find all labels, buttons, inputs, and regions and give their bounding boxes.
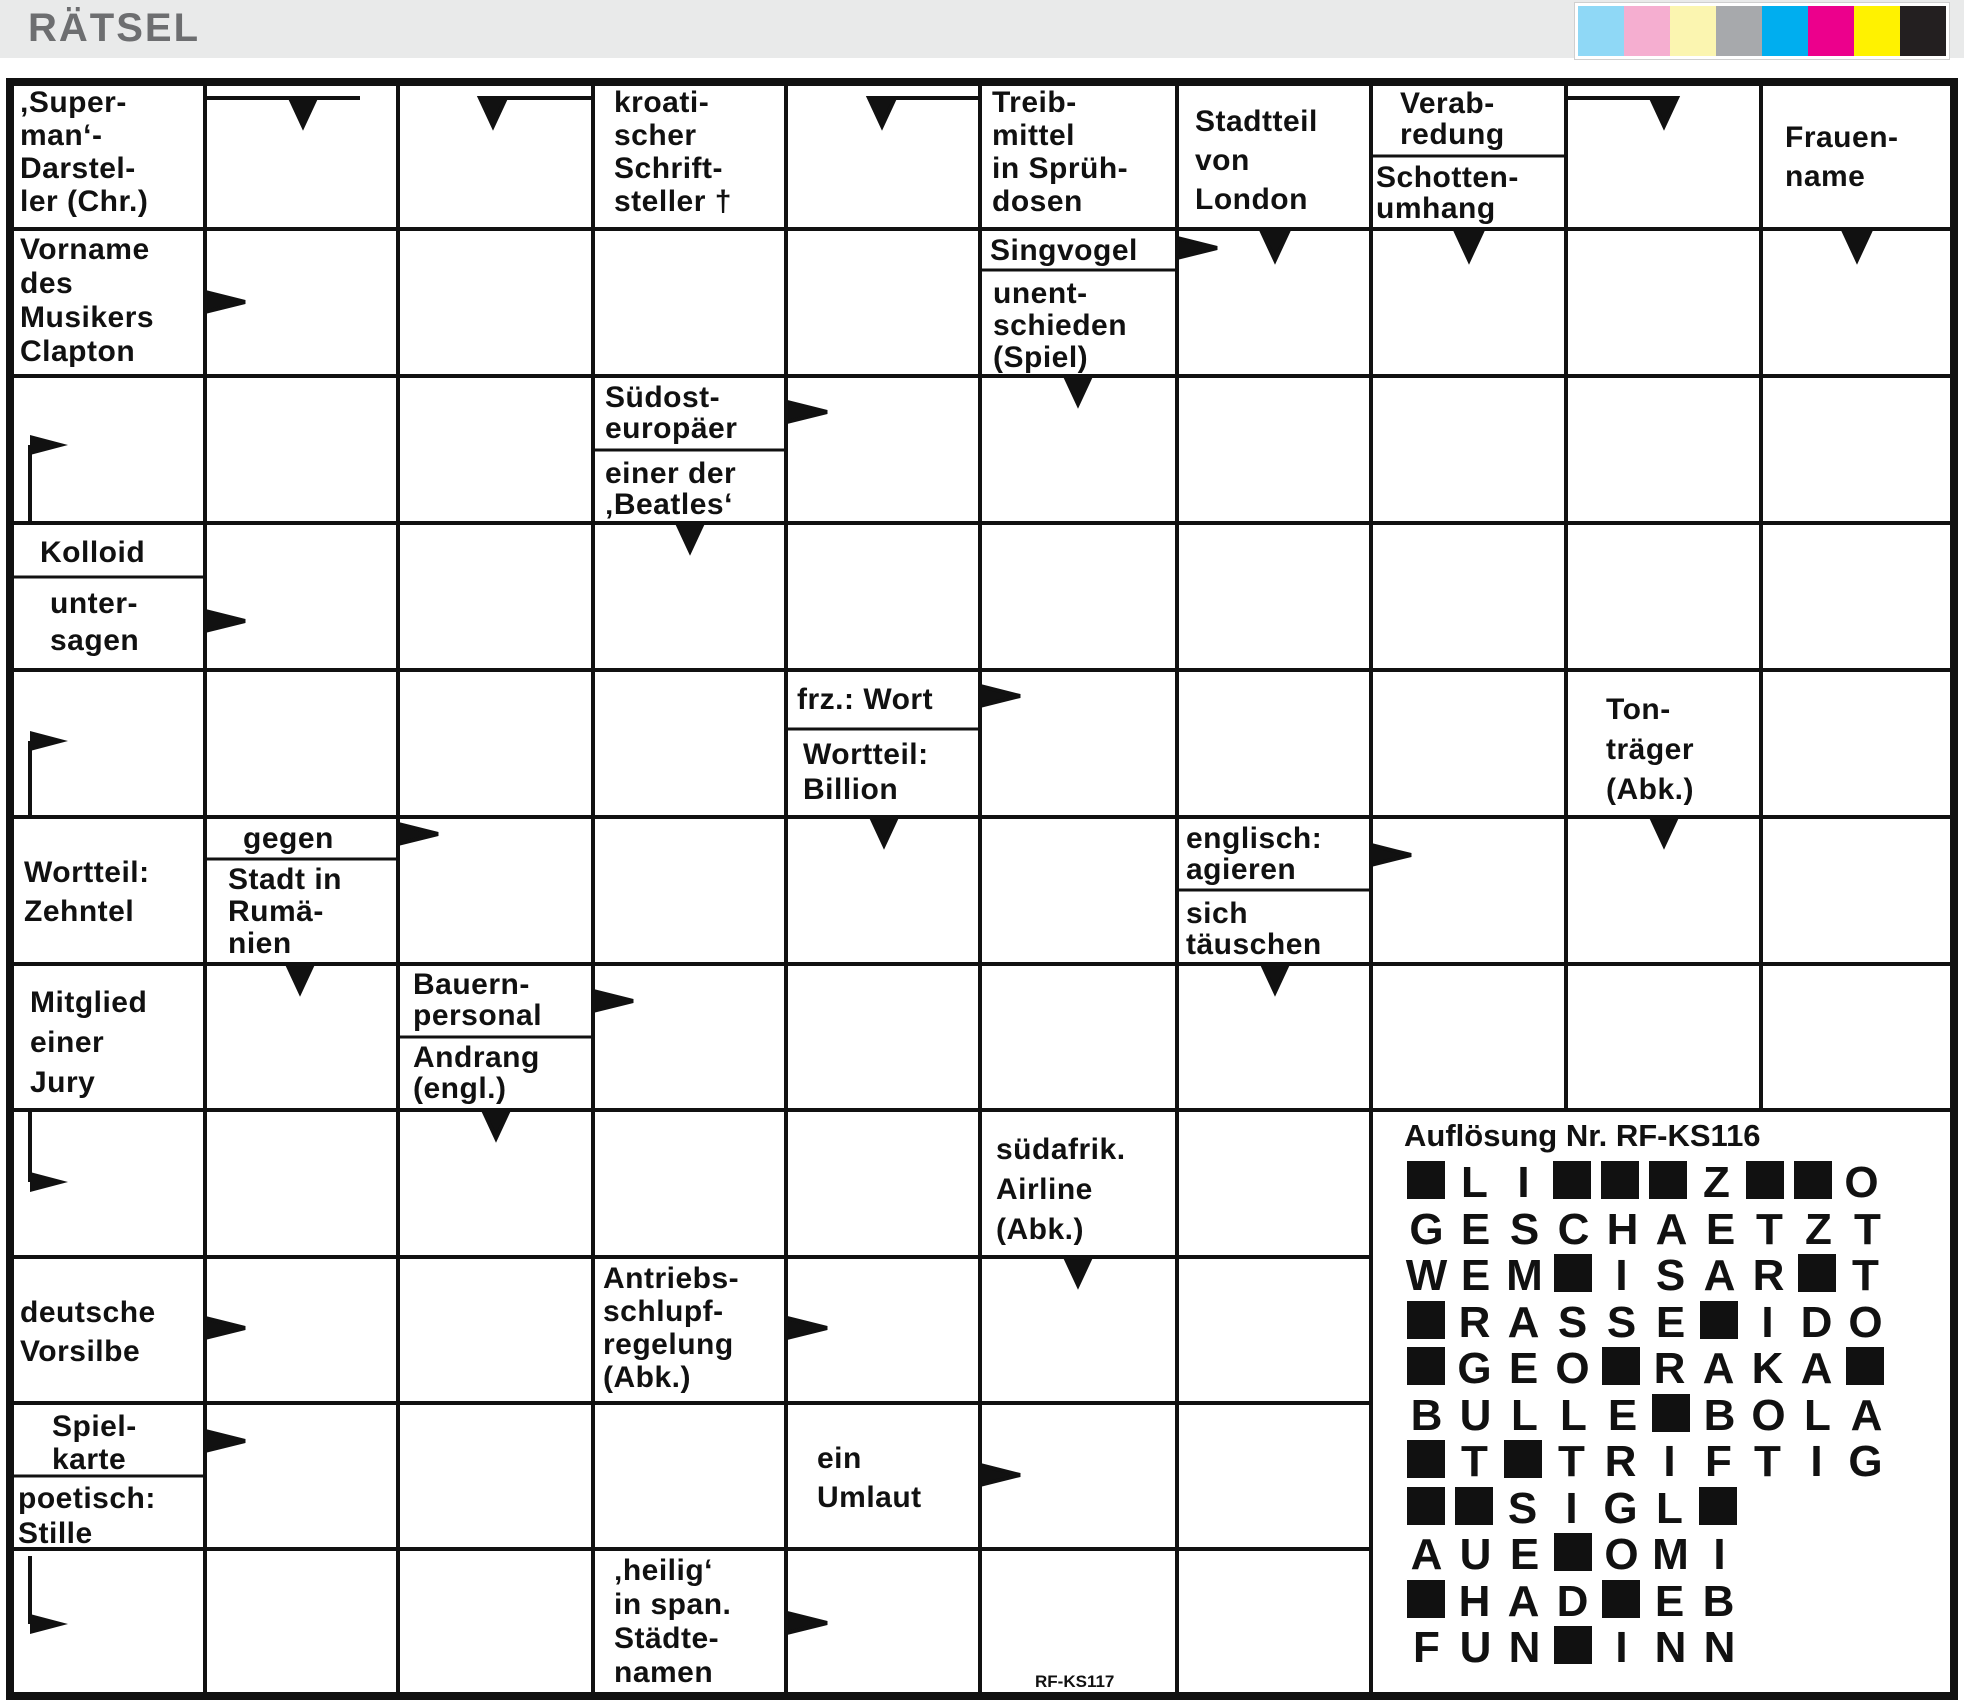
solution-letter: E xyxy=(1607,1390,1638,1440)
answer-cell[interactable] xyxy=(401,526,590,667)
solution-row xyxy=(1402,1439,1890,1485)
solution-block xyxy=(1455,1487,1493,1525)
clue-holy-spanish: ‚heilig‘ in span. Städte- namen xyxy=(614,1554,732,1689)
solution-letter: T xyxy=(1558,1437,1585,1486)
answer-cell[interactable] xyxy=(789,526,977,667)
answer-cell[interactable] xyxy=(208,673,395,814)
clue-beatle: einer der ‚Beatles‘ xyxy=(605,457,737,521)
answer-cell[interactable] xyxy=(208,232,395,373)
clue-playing-card: Spiel- karte xyxy=(52,1410,137,1476)
answer-cell[interactable] xyxy=(789,1552,977,1693)
answer-cell[interactable] xyxy=(401,379,590,520)
solution-letter: L xyxy=(1560,1390,1587,1440)
solution-letter: S xyxy=(1509,1204,1540,1254)
solution-block xyxy=(1601,1161,1639,1199)
solution-block xyxy=(1407,1347,1445,1385)
solution-block xyxy=(1407,1580,1445,1618)
solution-letter: F xyxy=(1705,1437,1732,1486)
clue-prefix-billion: Wortteil: Billion xyxy=(803,738,929,806)
answer-cell[interactable] xyxy=(789,232,977,373)
solution-letter: C xyxy=(1557,1204,1590,1254)
puzzle-code: RF-KS117 xyxy=(1035,1672,1115,1691)
solution-letter: Z xyxy=(1805,1204,1832,1254)
answer-cell[interactable] xyxy=(596,526,783,667)
solution-block xyxy=(1794,1161,1832,1199)
solution-letter: A xyxy=(1703,1251,1736,1300)
solution-letter: Z xyxy=(1703,1158,1730,1207)
solution-letter: E xyxy=(1705,1204,1736,1254)
solution-letter: K xyxy=(1751,1344,1784,1393)
clue-croatian-writer: kroati- scher Schrift- steller † xyxy=(614,86,732,218)
clue-english-act: englisch: agieren xyxy=(1186,822,1323,886)
answer-cell[interactable] xyxy=(208,1552,395,1693)
solution-letter: O xyxy=(1555,1344,1590,1393)
answer-cell[interactable] xyxy=(1374,967,1563,1107)
answer-cell[interactable] xyxy=(1569,85,1758,226)
solution-letter: I xyxy=(1517,1158,1530,1207)
solution-block xyxy=(1407,1440,1445,1478)
solution-letter: E xyxy=(1509,1530,1540,1579)
solution-row xyxy=(1402,1346,1889,1392)
solution-row xyxy=(1402,1390,1891,1440)
answer-cell[interactable] xyxy=(401,1552,590,1693)
answer-cell[interactable] xyxy=(1180,1406,1368,1546)
answer-cell[interactable] xyxy=(1180,1552,1368,1693)
solution-letter: I xyxy=(1615,1251,1628,1300)
solution-block xyxy=(1649,1161,1687,1199)
answer-cell[interactable] xyxy=(13,1113,202,1254)
solution-letter: D xyxy=(1556,1576,1589,1626)
clue-german-prefix: deutsche Vorsilbe xyxy=(20,1296,156,1368)
solution-letter: G xyxy=(1409,1204,1444,1254)
solution-row xyxy=(1402,1483,1742,1533)
solution-letter: I xyxy=(1761,1297,1774,1347)
answer-cell[interactable] xyxy=(1569,967,1758,1107)
answer-cell[interactable] xyxy=(596,967,783,1107)
solution-letter: O xyxy=(1604,1530,1639,1579)
answer-cell[interactable] xyxy=(1569,526,1758,667)
clue-be-mistaken: sich täuschen xyxy=(1186,897,1322,961)
answer-cell[interactable] xyxy=(1764,232,1951,373)
answer-cell[interactable] xyxy=(401,1260,590,1400)
solution-block xyxy=(1700,1301,1738,1339)
clue-farm-staff: Bauern- personal xyxy=(413,968,543,1032)
solution-letter: A xyxy=(1850,1390,1883,1440)
answer-cell[interactable] xyxy=(1764,379,1951,520)
clue-superman-actor: ,Super- man‘- Darstel- ler (Chr.) xyxy=(20,86,149,218)
solution-letter: T xyxy=(1852,1251,1879,1300)
solution-letter: G xyxy=(1848,1437,1883,1486)
answer-cell[interactable] xyxy=(401,820,590,961)
answer-cell[interactable] xyxy=(983,526,1174,667)
answer-cell[interactable] xyxy=(208,85,395,226)
solution-letter: O xyxy=(1844,1158,1879,1207)
answer-cell[interactable] xyxy=(401,232,590,373)
answer-cell[interactable] xyxy=(596,1406,783,1546)
answer-cell[interactable] xyxy=(1569,820,1758,961)
clue-jury-member: Mitglied einer Jury xyxy=(30,986,148,1099)
answer-cell[interactable] xyxy=(1374,379,1563,520)
solution-letter: L xyxy=(1511,1390,1538,1440)
solution-letter: O xyxy=(1751,1390,1786,1440)
answer-cell[interactable] xyxy=(208,1406,395,1546)
solution-row xyxy=(1402,1625,1744,1671)
solution-letter: A xyxy=(1800,1344,1833,1393)
solution-letter: T xyxy=(1461,1437,1488,1486)
solution-letter: H xyxy=(1458,1576,1491,1626)
solution-block xyxy=(1407,1301,1445,1339)
solution-letter: I xyxy=(1615,1623,1628,1672)
answer-cell[interactable] xyxy=(1180,379,1368,520)
solution-letter: L xyxy=(1461,1158,1488,1207)
solution-letter: T xyxy=(1754,1437,1781,1486)
solution-letter: D xyxy=(1800,1297,1833,1347)
answer-cell[interactable] xyxy=(1764,673,1951,814)
answer-cell[interactable] xyxy=(1180,1113,1368,1254)
solution-row xyxy=(1402,1576,1743,1626)
answer-cell[interactable] xyxy=(789,379,977,520)
solution-block xyxy=(1554,1626,1592,1664)
clue-prefix-tenth: Wortteil: Zehntel xyxy=(24,856,150,928)
solution-letter: A xyxy=(1655,1204,1688,1254)
solution-block xyxy=(1407,1487,1445,1525)
solution-letter: U xyxy=(1459,1530,1492,1579)
clue-sound-carrier: Ton- träger (Abk.) xyxy=(1606,693,1695,806)
solution-row xyxy=(1402,1204,1892,1254)
solution-letter: A xyxy=(1507,1576,1540,1626)
answer-cell[interactable] xyxy=(789,85,977,226)
answer-cell[interactable] xyxy=(596,673,783,814)
clue-female-name: Frauen- name xyxy=(1785,121,1899,193)
answer-cell[interactable] xyxy=(208,379,395,520)
solution-block xyxy=(1554,1254,1592,1292)
answer-cell[interactable] xyxy=(1180,673,1368,814)
solution-letter: F xyxy=(1413,1623,1440,1672)
answer-cell[interactable] xyxy=(983,673,1174,814)
answer-cell[interactable] xyxy=(983,1260,1174,1400)
clue-poetic-silence: poetisch: Stille xyxy=(18,1482,156,1550)
answer-cell[interactable] xyxy=(1180,526,1368,667)
solution-block xyxy=(1652,1394,1690,1432)
solution-letter: T xyxy=(1854,1204,1881,1254)
answer-cell[interactable] xyxy=(1569,379,1758,520)
solution-letter: R xyxy=(1752,1251,1785,1300)
answer-cell[interactable] xyxy=(789,967,977,1107)
answer-cell[interactable] xyxy=(596,232,783,373)
solution-letter: A xyxy=(1702,1344,1735,1393)
answer-cell[interactable] xyxy=(208,1260,395,1400)
clue-songbird: Singvogel xyxy=(990,234,1138,267)
answer-cell[interactable] xyxy=(13,673,202,814)
solution-letter: I xyxy=(1810,1437,1823,1486)
solution-letter: I xyxy=(1565,1483,1578,1533)
solution-letter: N xyxy=(1508,1623,1541,1672)
solution-letter: B xyxy=(1702,1576,1735,1626)
clue-propellant: Treib- mittel in Sprüh- dosen xyxy=(992,86,1129,218)
solution-letter: S xyxy=(1507,1483,1538,1533)
solution-letter: E xyxy=(1655,1297,1686,1347)
solution-letter: B xyxy=(1703,1390,1736,1440)
clue-southeast-european: Südost- europäer xyxy=(605,381,738,445)
solution-letter: I xyxy=(1713,1530,1726,1579)
answer-cell[interactable] xyxy=(1764,526,1951,667)
answer-cell[interactable] xyxy=(13,379,202,520)
answer-cell[interactable] xyxy=(13,1552,202,1693)
solution-row xyxy=(1402,1297,1890,1347)
solution-block xyxy=(1602,1580,1640,1618)
solution-letter: S xyxy=(1655,1251,1686,1300)
solution-letter: T xyxy=(1756,1204,1783,1254)
solution-letter: U xyxy=(1459,1390,1492,1440)
puzzle-title: RÄTSEL xyxy=(28,6,200,50)
solution-block xyxy=(1602,1347,1640,1385)
solution-letter: B xyxy=(1410,1390,1443,1440)
solution-row xyxy=(1402,1532,1744,1578)
solution-block xyxy=(1746,1161,1784,1199)
answer-cell[interactable] xyxy=(1569,232,1758,373)
solution-block xyxy=(1798,1254,1836,1292)
clue-umlaut: ein Umlaut xyxy=(817,1442,922,1514)
solution-letter: L xyxy=(1804,1390,1831,1440)
solution-letter: S xyxy=(1557,1297,1588,1347)
solution-letter: N xyxy=(1654,1623,1687,1672)
solution-row xyxy=(1402,1253,1890,1299)
answer-cell[interactable] xyxy=(983,967,1174,1107)
solution-letter: I xyxy=(1663,1437,1676,1486)
clue-south-african-airline: südafrik. Airline (Abk.) xyxy=(996,1133,1126,1246)
answer-cell[interactable] xyxy=(789,1260,977,1400)
answer-cell[interactable] xyxy=(208,967,395,1107)
solution-letter: O xyxy=(1848,1297,1883,1347)
answer-cell[interactable] xyxy=(983,820,1174,961)
solution-block xyxy=(1554,1533,1592,1571)
solution-letter: G xyxy=(1603,1483,1638,1533)
solution-letter: H xyxy=(1606,1204,1639,1254)
answer-cell[interactable] xyxy=(208,526,395,667)
solution-letter: N xyxy=(1703,1623,1736,1672)
solution-letter: E xyxy=(1460,1204,1491,1254)
clue-traction-control: Antriebs- schlupf- regelung (Abk.) xyxy=(603,1262,740,1394)
clue-french-word: frz.: Wort xyxy=(797,683,934,716)
answer-cell[interactable] xyxy=(401,673,590,814)
answer-cell[interactable] xyxy=(1374,526,1563,667)
solution-title: Auflösung Nr. RF-KS116 xyxy=(1404,1118,1761,1153)
solution-letter: E xyxy=(1654,1576,1685,1626)
answer-cell[interactable] xyxy=(1180,232,1368,373)
solution-letter: G xyxy=(1457,1344,1492,1393)
answer-cell[interactable] xyxy=(1180,1260,1368,1400)
clue-rush-english: Andrang (engl.) xyxy=(413,1041,540,1105)
answer-cell[interactable] xyxy=(1374,820,1563,961)
answer-cell[interactable] xyxy=(208,1113,395,1254)
answer-cell[interactable] xyxy=(983,379,1174,520)
solution-letter: A xyxy=(1410,1530,1443,1579)
solution-letter: R xyxy=(1653,1344,1686,1393)
solution-row xyxy=(1402,1160,1886,1206)
solution-block xyxy=(1699,1487,1737,1525)
solution-letter: R xyxy=(1458,1297,1491,1347)
clue-appointment: Verab- redung xyxy=(1400,87,1505,151)
clue-against: gegen xyxy=(243,822,334,855)
clue-clapton-first-name: Vorname des Musikers Clapton xyxy=(20,233,155,368)
clue-romanian-city: Stadt in Rumä- nien xyxy=(228,863,342,960)
solution-letter: E xyxy=(1460,1251,1491,1300)
solution-block xyxy=(1553,1161,1591,1199)
answer-cell[interactable] xyxy=(401,85,590,226)
clue-scottish-cape: Schotten- umhang xyxy=(1376,161,1519,225)
solution-letter: M xyxy=(1652,1530,1689,1579)
solution-letter: A xyxy=(1507,1297,1540,1347)
solution-letter: M xyxy=(1506,1251,1543,1300)
answer-cell[interactable] xyxy=(401,1113,590,1254)
solution-block xyxy=(1846,1347,1884,1385)
answer-cell[interactable] xyxy=(1180,967,1368,1107)
answer-cell[interactable] xyxy=(983,1406,1174,1546)
answer-cell[interactable] xyxy=(1764,967,1951,1107)
solution-letter: R xyxy=(1604,1437,1637,1486)
clue-colloid: Kolloid xyxy=(40,536,146,569)
solution-letter: E xyxy=(1508,1344,1539,1393)
clue-london-district: Stadtteil von London xyxy=(1195,105,1318,216)
answer-cell[interactable] xyxy=(401,1406,590,1546)
solution-letter: S xyxy=(1606,1297,1637,1347)
solution-letter: U xyxy=(1459,1623,1492,1672)
solution-letter: W xyxy=(1405,1251,1448,1300)
answer-cell[interactable] xyxy=(1374,673,1563,814)
answer-cell[interactable] xyxy=(1764,820,1951,961)
clue-forbid: unter- sagen xyxy=(50,587,140,657)
solution-block xyxy=(1407,1161,1445,1199)
answer-cell[interactable] xyxy=(789,820,977,961)
solution-letter: L xyxy=(1656,1483,1683,1533)
solution-block xyxy=(1504,1440,1542,1478)
answer-cell[interactable] xyxy=(596,1113,783,1254)
answer-cell[interactable] xyxy=(1374,232,1563,373)
clue-draw-game: unent- schieden (Spiel) xyxy=(993,277,1128,374)
answer-cell[interactable] xyxy=(789,1113,977,1254)
answer-cell[interactable] xyxy=(596,820,783,961)
